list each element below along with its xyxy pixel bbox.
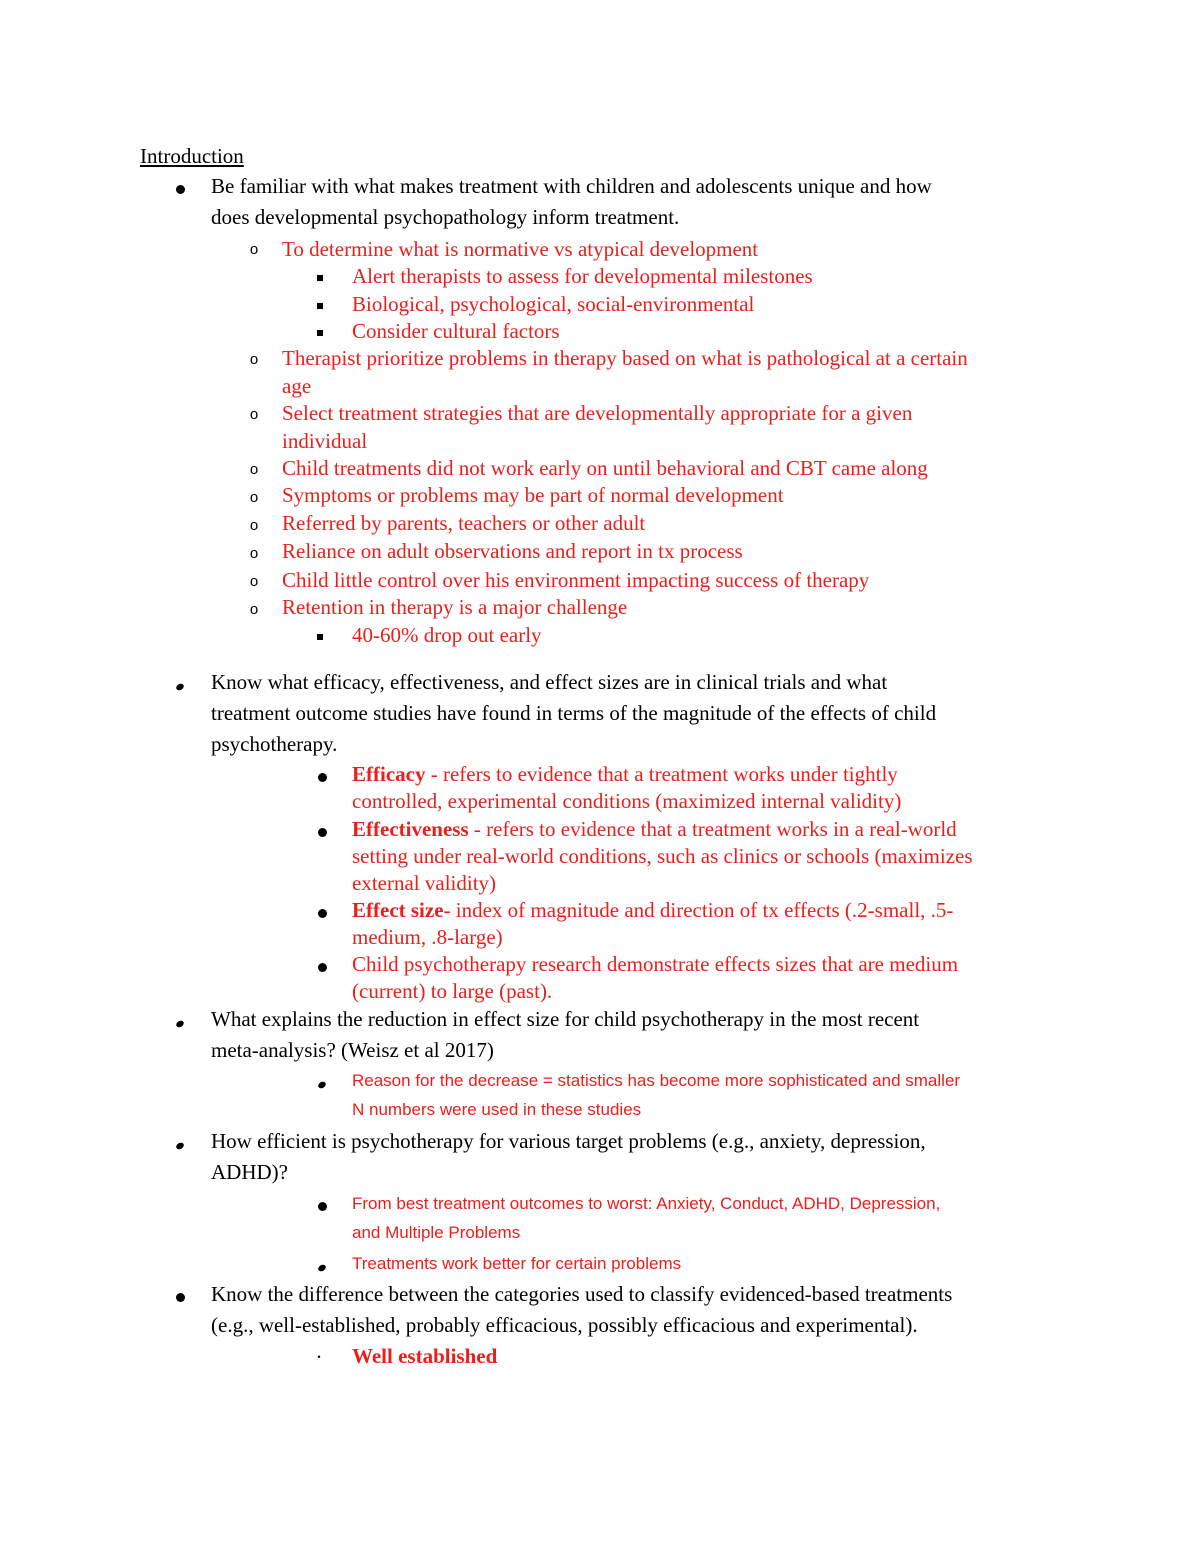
list-item-text: What explains the reduction in effect size for child psychotherapy in the most recent <box>211 1007 920 1031</box>
list-item-text: Retention in therapy is a major challenge <box>282 595 628 619</box>
list-item-text: (current) to large (past). <box>352 979 553 1003</box>
list-item-text: individual <box>282 429 368 453</box>
list-item-text: From best treatment outcomes to worst: Anxiety, Conduct, ADHD, Depression, <box>352 1194 941 1213</box>
list-item-text: Know the difference between the categories used to classify evidenced-based treatments <box>211 1282 953 1306</box>
list-item-text: Well established <box>352 1344 498 1368</box>
bullet-circle: o <box>249 351 259 368</box>
bullet-dot <box>312 824 332 842</box>
bullet-circle: o <box>249 517 259 534</box>
list-item-text: Treatments work better for certain problems <box>352 1254 682 1273</box>
list-item-text: N numbers were used in these studies <box>352 1100 642 1119</box>
list-item-text: 40-60% drop out early <box>352 623 542 647</box>
list-item-text: Child little control over his environment impacting success of therapy <box>282 568 870 592</box>
list-item-text: Reason for the decrease = statistics has become more sophisticated and smaller <box>352 1071 961 1090</box>
list-item-text: Effectiveness - refers to evidence that a treatment works in a real-world <box>352 817 957 841</box>
list-item-text: ADHD)? <box>211 1160 288 1184</box>
list-item-text: does developmental psychopathology inform treatment. <box>211 205 680 229</box>
list-item-text: meta-analysis? (Weisz et al 2017) <box>211 1038 494 1062</box>
list-item-text: and Multiple Problems <box>352 1223 521 1242</box>
bullet-circle: o <box>249 489 259 506</box>
bullet-square <box>310 323 330 341</box>
list-item-text: (e.g., well-established, probably efficacious, possibly efficacious and experimental). <box>211 1313 918 1337</box>
bullet-circle: o <box>249 461 259 478</box>
list-item-text: controlled, experimental conditions (maximized internal validity) <box>352 789 902 813</box>
list-item-text: Know what efficacy, effectiveness, and effect sizes are in clinical trials and what <box>211 670 888 694</box>
bullet-square <box>310 268 330 286</box>
bullet-square <box>310 627 330 645</box>
bullet-circle: o <box>249 601 259 618</box>
list-item-text: Child psychotherapy research demonstrate effects sizes that are medium <box>352 952 959 976</box>
list-item-text: Effect size- index of magnitude and direction of tx effects (.2-small, .5- <box>352 898 954 922</box>
list-item-text: Be familiar with what makes treatment with children and adolescents unique and how <box>211 174 932 198</box>
bullet-dot <box>170 1136 190 1154</box>
list-item-text: age <box>282 374 312 398</box>
bullet-dot <box>170 181 190 199</box>
list-item-text: external validity) <box>352 871 497 895</box>
list-item-text: Alert therapists to assess for developmental milestones <box>352 264 813 288</box>
bullet-circle: o <box>249 573 259 590</box>
term-effectiveness: Effectiveness <box>352 817 469 841</box>
bullet-middot: · <box>315 1345 323 1369</box>
bullet-dot <box>312 769 332 787</box>
bullet-circle: o <box>249 241 259 258</box>
list-item-text: Child treatments did not work early on until behavioral and CBT came along <box>282 456 928 480</box>
term-effect-size: Effect size <box>352 898 444 922</box>
list-item-text: psychotherapy. <box>211 732 338 756</box>
list-item-text: Referred by parents, teachers or other adult <box>282 511 646 535</box>
list-item-text: How efficient is psychotherapy for various target problems (e.g., anxiety, depression, <box>211 1129 926 1153</box>
bullet-dot <box>312 1258 332 1276</box>
bullet-dot <box>170 677 190 695</box>
list-item-text: Symptoms or problems may be part of normal development <box>282 483 784 507</box>
section-heading: Introduction <box>140 144 244 168</box>
term-efficacy: Efficacy <box>352 762 426 786</box>
list-item-text: Reliance on adult observations and report in tx process <box>282 539 743 563</box>
list-item-text: Therapist prioritize problems in therapy based on what is pathological at a certain <box>282 346 968 370</box>
list-item-text: setting under real-world conditions, such as clinics or schools (maximizes <box>352 844 973 868</box>
bullet-dot <box>312 959 332 977</box>
bullet-circle: o <box>249 406 259 423</box>
list-item-text: Efficacy - refers to evidence that a treatment works under tightly <box>352 762 898 786</box>
bullet-circle: o <box>249 545 259 562</box>
bullet-dot <box>170 1014 190 1032</box>
list-item-text: medium, .8-large) <box>352 925 503 949</box>
bullet-dot <box>312 1198 332 1216</box>
bullet-square <box>310 296 330 314</box>
list-item-text: Biological, psychological, social-environmental <box>352 292 755 316</box>
bullet-dot <box>312 1075 332 1093</box>
list-item-text: treatment outcome studies have found in terms of the magnitude of the effects of child <box>211 701 937 725</box>
bullet-dot <box>312 905 332 923</box>
bullet-dot <box>170 1289 190 1307</box>
list-item-text: Consider cultural factors <box>352 319 560 343</box>
list-item-text: Select treatment strategies that are developmentally appropriate for a given <box>282 401 913 425</box>
list-item-text: To determine what is normative vs atypical development <box>282 237 759 261</box>
